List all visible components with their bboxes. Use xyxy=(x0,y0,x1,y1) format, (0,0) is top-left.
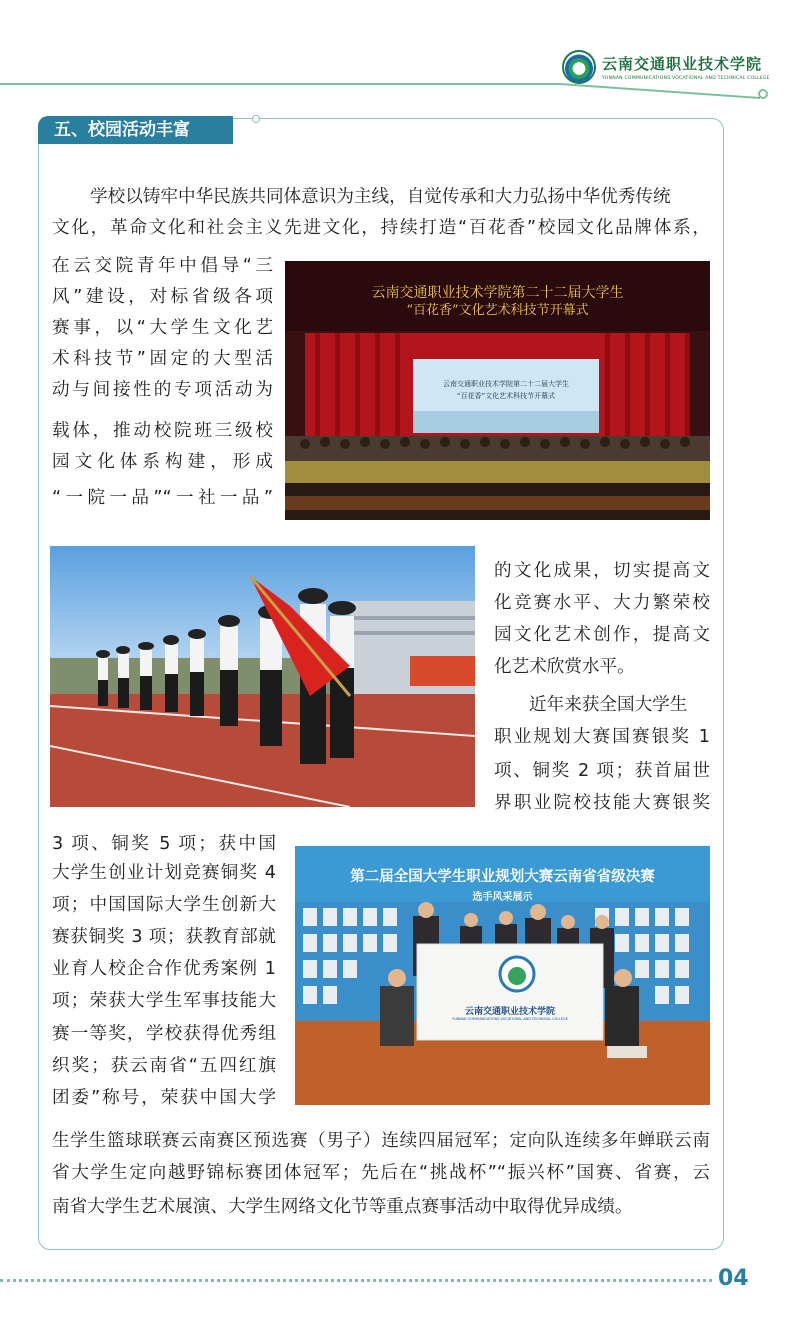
school-emblem-icon xyxy=(562,50,596,84)
frame-dot xyxy=(252,115,260,123)
col1-line: 风”建设，对标省级各项 xyxy=(52,287,273,307)
col3-line: 项；中国国际大学生创新大 xyxy=(52,895,276,915)
col2-line: 的文化成果，切实提高文 xyxy=(494,561,710,581)
col1-line: 赛事，以“大学生文化艺 xyxy=(52,318,273,338)
col3-line: 织奖；获云南省“五四红旗 xyxy=(52,1056,276,1076)
header-rule xyxy=(0,83,560,85)
col2-line: 近年来获全国大学生 xyxy=(529,695,688,715)
flag-school-name-en: YUNNAN COMMUNICATIONS VOCATIONAL AND TECHNICAL COLLEGE xyxy=(452,1017,568,1021)
col2-line: 园文化艺术创作，提高文 xyxy=(494,625,710,645)
col3-line: 大学生创业计划竞赛铜奖 4 xyxy=(52,863,276,883)
photo-flag-guard-parade xyxy=(50,546,475,807)
ceremony-screen-subtitle: “百花香”文化艺术科技节开幕式 xyxy=(456,392,556,400)
ceremony-banner-subtitle: “百花香”文化艺术科技节开幕式 xyxy=(406,303,589,318)
paragraph-line-1: 学校以铸牢中华民族共同体意识为主线，自觉传承和大力弘扬中华优秀传统 xyxy=(90,187,671,207)
col2-line: 化艺术欣赏水平。 xyxy=(494,657,635,677)
school-name-cn: 云南交通职业技术学院 xyxy=(602,55,763,73)
col3-line: 赛获铜奖 3 项；获教育部就 xyxy=(52,927,276,947)
footer-dotted-rule xyxy=(0,1279,712,1282)
header-rule-dot xyxy=(758,89,768,99)
col3-line: 项；荣获大学生军事技能大 xyxy=(52,991,276,1011)
page-number: 04 xyxy=(718,1266,749,1291)
competition-banner-title: 第二届全国大学生职业规划大赛云南省省级决赛 xyxy=(350,869,655,885)
col3-line: 业育人校企合作优秀案例 1 xyxy=(52,959,276,979)
col1-line: 园文化体系构建，形成 xyxy=(52,452,273,472)
tail-line: 省大学生定向越野锦标赛团体冠军；先后在“挑战杯”“振兴杯”国赛、省赛，云 xyxy=(52,1163,710,1183)
photo-opening-ceremony xyxy=(285,261,710,520)
col2-line: 项、铜奖 2 项；获首届世 xyxy=(494,761,710,781)
col3-line: 团委”称号，荣获中国大学 xyxy=(52,1088,276,1108)
tail-line: 南省大学生艺术展演、大学生网络文化节等重点赛事活动中取得优异成绩。 xyxy=(52,1197,633,1217)
tail-line: 生学生篮球联赛云南赛区预选赛（男子）连续四届冠军；定向队连续多年蝉联云南 xyxy=(52,1131,710,1151)
col2-line: 化竞赛水平、大力繁荣校 xyxy=(494,593,710,613)
competition-banner-subtitle: 选手风采展示 xyxy=(472,892,533,903)
paragraph-line-2: 文化，革命文化和社会主义先进文化，持续打造“百花香”校园文化品牌体系， xyxy=(52,218,710,238)
col1-line: 载体，推动校院班三级校 xyxy=(52,421,273,441)
col2-line: 职业规划大赛国赛银奖 1 xyxy=(494,727,710,747)
school-name-en: YUNNAN COMMUNICATIONS VOCATIONAL AND TECHNICAL COLLEGE xyxy=(602,76,770,81)
ceremony-screen-title: 云南交通职业技术学院第二十二届大学生 xyxy=(443,380,569,388)
col3-line: 赛一等奖，学校获得优秀组 xyxy=(52,1024,276,1044)
flag-school-name-cn: 云南交通职业技术学院 xyxy=(464,1007,555,1017)
ceremony-banner-title: 云南交通职业技术学院第二十二届大学生 xyxy=(371,285,624,301)
col3-line: 3 项、铜奖 5 项；获中国 xyxy=(52,834,276,854)
col1-line: 在云交院青年中倡导“三 xyxy=(52,256,273,276)
col1-line: 动与间接性的专项活动为 xyxy=(52,380,273,400)
col2-line: 界职业院校技能大赛银奖 xyxy=(494,793,710,813)
col1-line: “一院一品”“一社一品” xyxy=(52,488,273,508)
school-logo xyxy=(562,50,770,84)
photo-competition-group xyxy=(295,846,710,1105)
header-rule-slant xyxy=(560,83,760,99)
section-title: 五、校园活动丰富 xyxy=(38,116,233,144)
col1-line: 术科技节”固定的大型活 xyxy=(52,349,273,369)
